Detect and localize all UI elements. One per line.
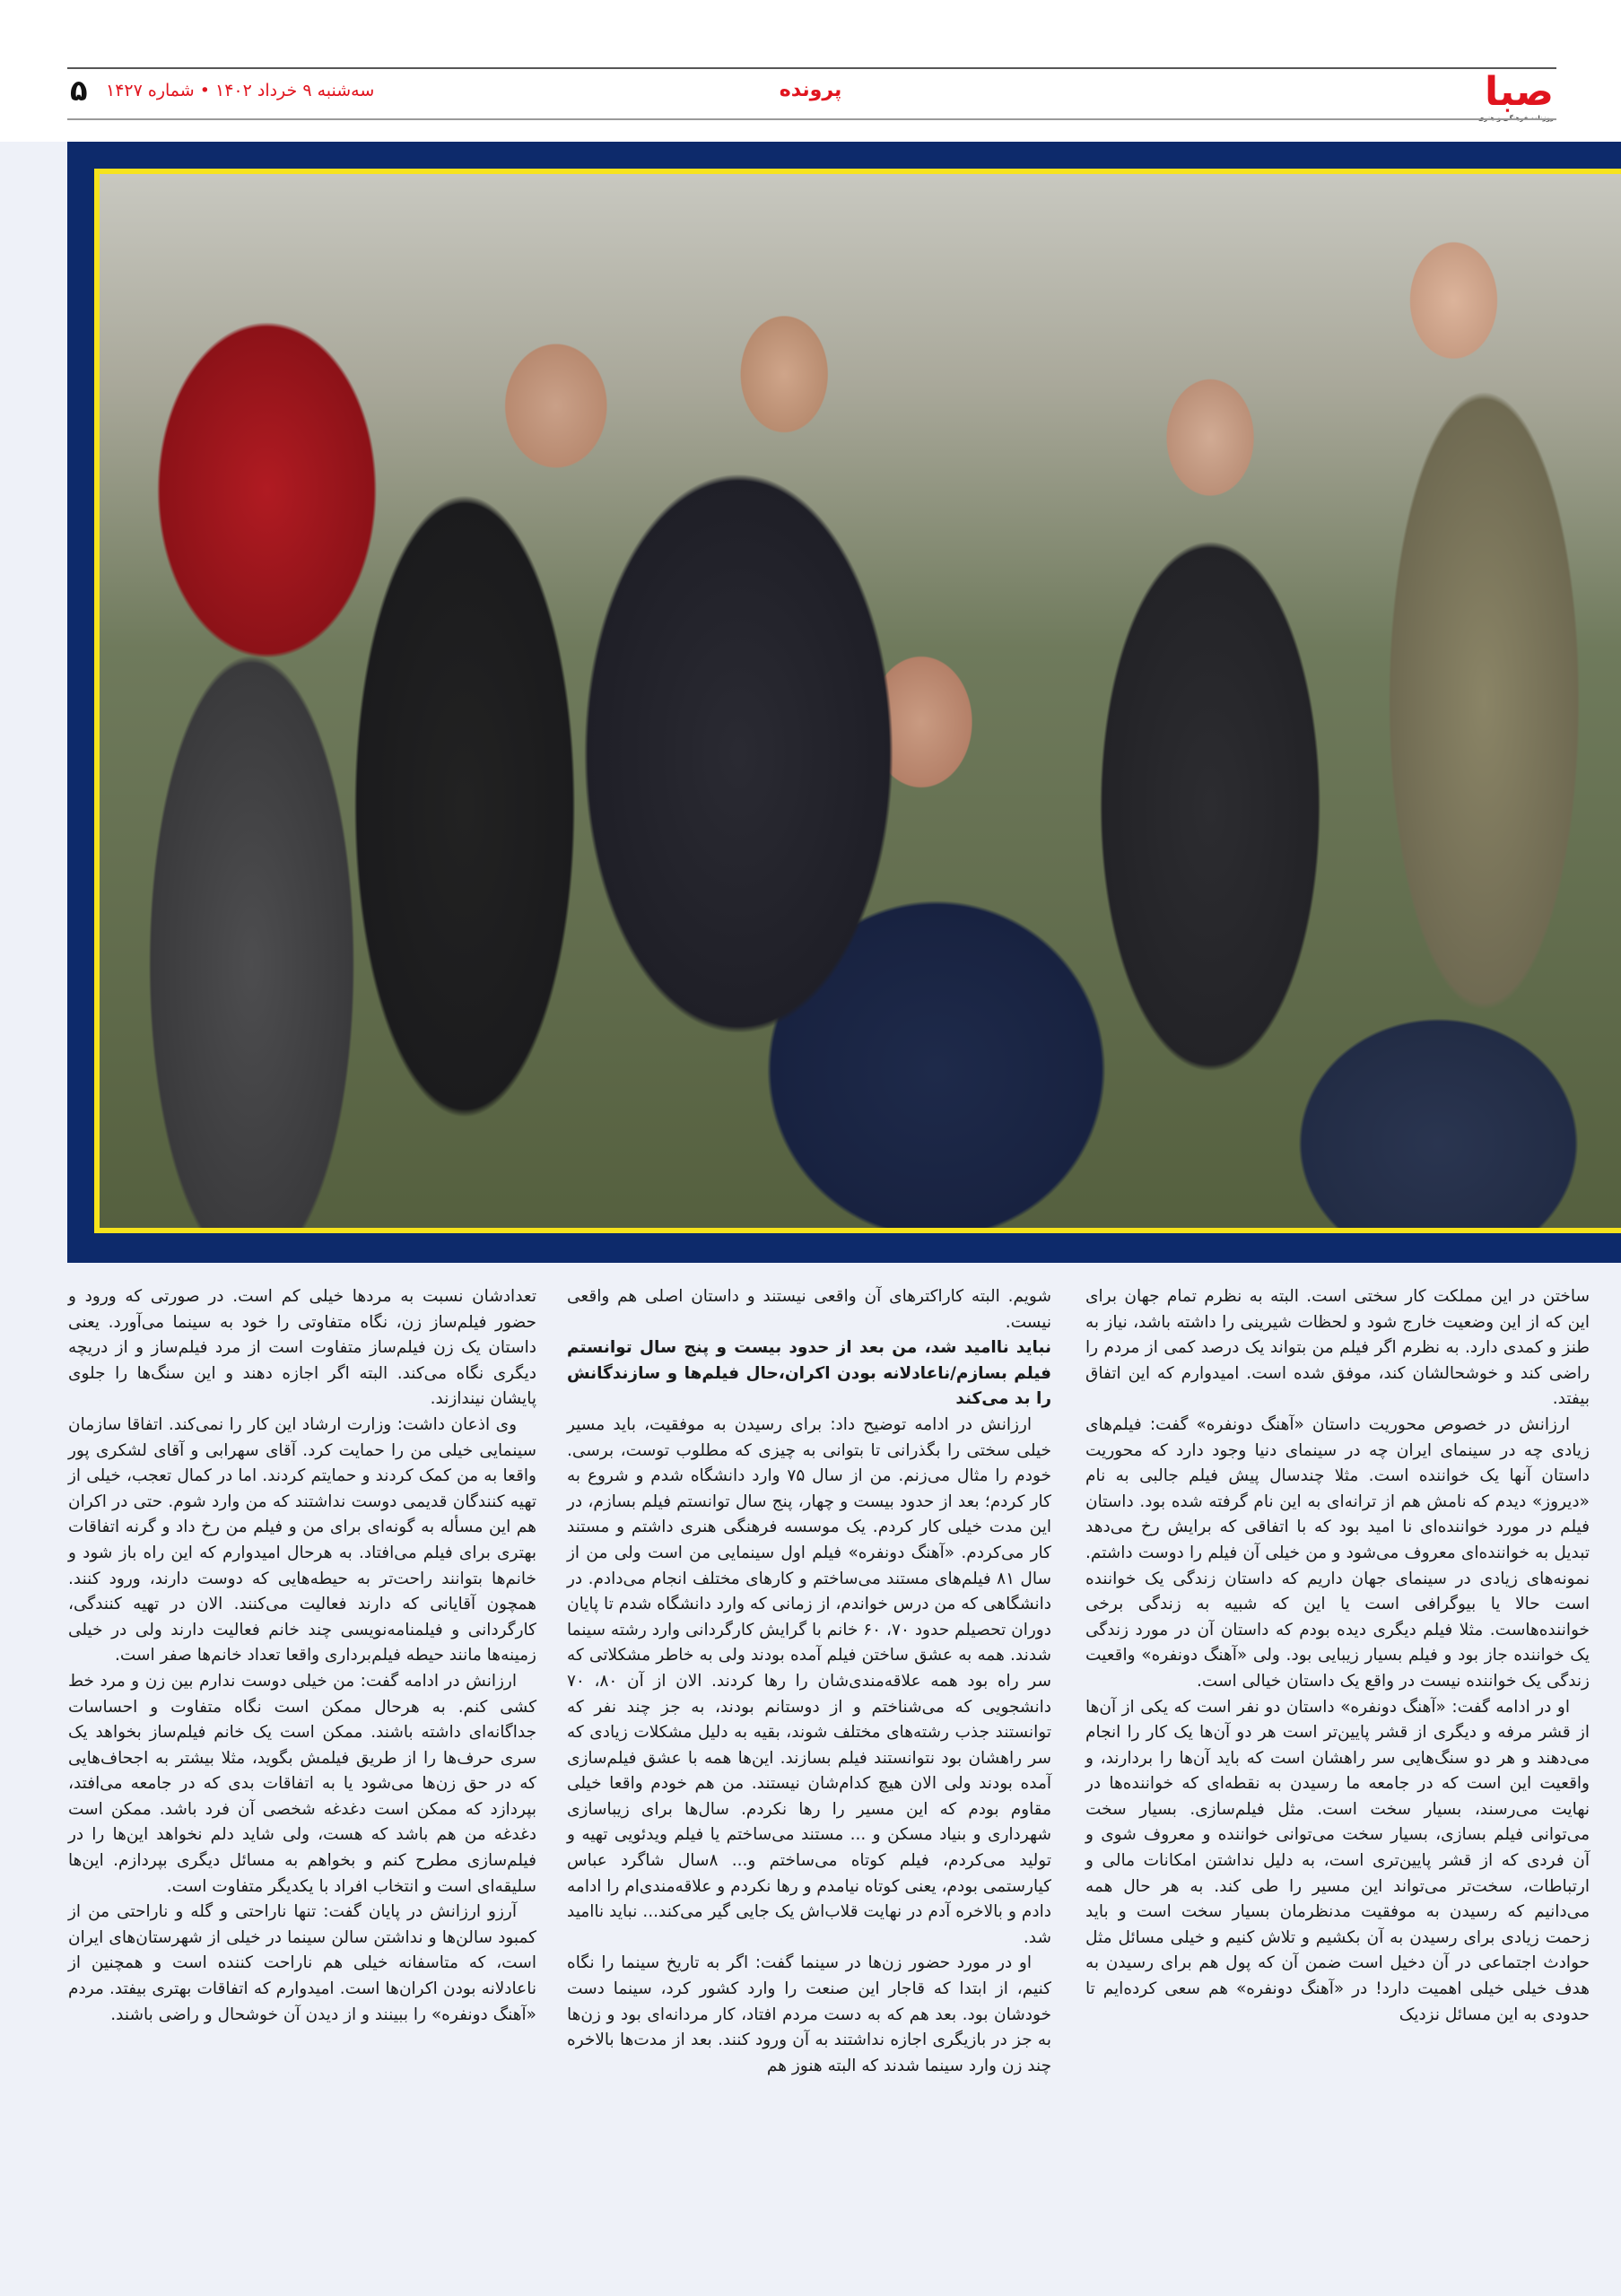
- header-bottom-rule: [67, 118, 1556, 120]
- paragraph: ارزانش در خصوص محوریت داستان «آهنگ دونفره» گفت: فیلم‌های زیادی چه در سینمای ایران چه در سینمای دنیا وجود دارد که محوریت داستان آنها یک خواننده است. مثلا چندسال پیش فیلم جالبی به نام «دیروز» دیدم که نامش هم از ترانه‌ای به این نام گرفته شده بود. داستان فیلم در مورد خواننده‌ای نا امید بود که با اتفاقی که برایش رخ می‌دهد تبدیل به خواننده‌ای معروف می‌شود و من خیلی آن فیلم را دوست داشتم. نمونه‌های زیادی در سینمای جهان داریم که داستان زندگی یک خواننده است حالا یا بیوگرافی است یا این که شبیه به زندگی برخی خواننده‌هاست. مثلا فیلم دیگری دیده بودم که داستان آن در مورد زندگی یک خواننده جاز بود و فیلم بسیار زیبایی بود. ولی «آهنگ دونفره» واقعیت زندگی یک خواننده نیست در واقع یک داستان خیالی است.: [1085, 1414, 1590, 1691]
- paragraph: ارزانش در ادامه توضیح داد: برای رسیدن به موفقیت، باید مسیر خیلی سختی را بگذرانی تا بتوانی به چیزی که مطلوب توست، برسی. خودم را مثال می‌زنم. من از سال ۷۵ وارد دانشگاه شدم و شروع به کار کردم؛ بعد از حدود بیست و چهار، پنج سال توانستم فیلم بسازم، در این مدت خیلی کار کردم. یک موسسه فرهنگی هنری داشتم و مستند کار می‌کردم. «آهنگ دونفره» فیلم اول سینمایی من است ولی من از سال ۸۱ فیلم‌های مستند می‌ساختم و کارهای مختلف انجام می‌دادم. در دانشگاهی که من درس خواندم، از زمانی که وارد دانشگاه شدم تا پایان دوران تحصیلم حدود ۷۰، ۶۰ خانم با گرایش کارگردانی وارد رشته سینما شدند. همه به عشق ساختن فیلم آمده بودند ولی به خاطر مشکلاتی که سر راه بود همه علاقه‌مندی‌شان را رها کردند. الان از آن ۸۰، ۷۰ دانشجویی که می‌شناختم و از دوستانم بودند، به جز چند نفر که توانستند جذب رشته‌های مختلف شوند، بقیه به دلیل مشکلات زیادی که سر راهشان بود نتوانستند فیلم بسازند. این‌ها همه با عشق فیلم‌سازی آمده بودند ولی الان هیچ کدام‌شان نیستند. من هم خودم واقعا خیلی مقاوم بودم که این مسیر را رها نکردم. سال‌ها برای زیباسازی شهرداری و بنیاد مسکن و ... مستند می‌ساختم یا فیلم ویدئویی تهیه و تولید می‌کردم، فیلم کوتاه می‌ساختم و... ۸سال شاگرد عباس کیارستمی بودم، یعنی کوتاه نیامدم و رها نکردم و علاقه‌مندی‌ام را ادامه دادم و بالاخره آدم در نهایت قلاب‌اش یک جایی گیر می‌کند... نباید ناامید شد.: [567, 1414, 1051, 1947]
- paragraph: او در ادامه گفت: «آهنگ دونفره» داستان دو نفر است که یکی از آن‌ها از قشر مرفه و دیگری از قشر پایین‌تر است هر دو آن‌ها یک کار را انجام می‌دهند و هر دو سنگ‌هایی سر راهشان است که باید آن‌ها را بردارند، و واقعیت این است که در جامعه ما رسیدن به نقطه‌ای که خواننده‌ها در نهایت می‌رسند، بسیار سخت است. مثل فیلم‌سازی. بسیار سخت می‌توانی فیلم بسازی، بسیار سخت می‌توانی خواننده و معروف شوی و آن فردی که از قشر پایین‌تری است، به دلیل نداشتن امکانات مالی و ارتباطات، سخت‌تر می‌تواند این مسیر را طی کند. به هر حال همه می‌دانیم که رسیدن به موفقیت مدنظرمان بسیار سخت است و باید زحمت زیادی برای رسیدن به آن بکشیم و تلاش کنیم و خیلی مسائل مثل حوادث اجتماعی در آن دخیل است ضمن آن که پول هم برای رسیدن به هدف خیلی خیلی اهمیت دارد! در «آهنگ دونفره» هم سعی کرده‌ایم تا حدودی به این مسائل نزدیک: [1085, 1697, 1590, 2024]
- film-set-group-photo: [94, 169, 1621, 1233]
- logo-text: صبا: [1485, 69, 1554, 115]
- section-title: پرونده: [779, 79, 842, 101]
- paragraph: وی اذعان داشت: وزارت ارشاد این کار را نمی‌کند. اتفاقا سازمان سینمایی خیلی من را حمایت کرد. آقای سهرابی و آقای لشکری پور واقعا به من کمک کردند و حمایتم کردند. اما در کمال تعجب، خیلی از تهیه کنندگان قدیمی دوست نداشتند که من وارد شوم. حتی در اکران هم این مسأله به گونه‌ای برای من و فیلم من رخ داد و گرنه اتفاقات بهتری برای فیلم می‌افتاد. به هرحال امیدوارم که این راه باز شود و خانم‌ها بتوانند راحت‌تر به حیطه‌هایی که دوست دارند، ورود کنند. همچون آقایانی که دارند فعالیت می‌کنند. الان در تهیه کنندگی، کارگردانی و فیلمنامه‌نویسی چند خانم فعالیت دارند ولی در خیلی زمینه‌ها مانند حیطه فیلم‌برداری واقعا تعداد خانم‌ها صفر است.: [68, 1414, 536, 1665]
- article-column-2: [567, 1284, 1051, 2079]
- photo-frame: [67, 142, 1621, 1263]
- article-column-3: [68, 1284, 536, 2028]
- paragraph: ارزانش در ادامه گفت: من خیلی دوست ندارم بین زن و مرد خط کشی کنم. به هرحال ممکن است نگاه متفاوت و احساسات جداگانه‌ای داشته باشند. ممکن است یک خانم فیلم‌ساز بخواهد یک سری حرف‌ها را از طریق فیلمش بگوید، مثلا بیشتر به اجحاف‌هایی که در حق زن‌ها می‌شود یا به اتفاقات بدی که در جامعه می‌افتد، بپردازد که ممکن است دغدغه شخصی آن فرد باشد. ممکن است دغدغه من هم باشد که هست، ولی شاید دلم نخواهد این‌ها را در فیلم‌سازی مطرح کنم و بخواهم به مسائل دیگری بپردازم. این‌ها سلیقه‌ای است و انتخاب افراد با یکدیگر متفاوت است.: [68, 1671, 536, 1896]
- paragraph: آرزو ارزانش در پایان گفت: تنها ناراحتی و گله و ناراحتی من از کمبود سالن‌ها و نداشتن سالن سینما در خیلی از شهرستان‌های ایران است، که متاسفانه خیلی هم ناراحت کننده است و همچنین از ناعادلانه بودن اکران‌ها است. امیدوارم که اتفاقات بهتری بیفتد. مردم «آهنگ دونفره» را ببینند و از دیدن آن خوشحال و راضی باشند.: [68, 1902, 536, 2024]
- issue-date-line: سه‌شنبه ۹ خرداد ۱۴۰۲ • شماره ۱۴۲۷: [106, 81, 375, 100]
- page-number: ۵: [70, 74, 88, 108]
- paragraph: ساختن در این مملکت کار سختی است. البته به نظرم تمام جهان برای این که از این وضعیت خارج شود و لحظات شیرینی را داشته باشد، نیاز به طنز و کمدی دارد. به نظرم اگر فیلم من بتواند یک درصد کمی از مردم را راضی کند و خوشحالشان کند، موفق شده است. امیدوارم که این اتفاق بیفتد.: [1085, 1287, 1590, 1409]
- article-column-1: [1085, 1284, 1590, 2028]
- header-top-rule: [67, 67, 1556, 69]
- subheading: نباید ناامید شد، من بعد از حدود بیست و پنج سال توانستم فیلم بسازم/ناعادلانه بودن اکران،حال فیلم‌ها و سازندگانش را بد می‌کند: [567, 1338, 1051, 1409]
- page-header: [0, 0, 1621, 142]
- paragraph: او در مورد حضور زن‌ها در سینما گفت: اگر به تاریخ سینما را نگاه کنیم، از ابتدا که قاجار این صنعت را وارد کشور کرد، سینما دست خودشان بود. بعد هم که به دست مردم افتاد، کار مردانه‌ای بود و زن‌ها به جز در بازیگری اجازه نداشتند به آن ورود کنند. بعد از مدت‌ها بالاخره چند زن وارد سینما شدند که البته هنوز هم: [567, 1953, 1051, 2075]
- paragraph: تعدادشان نسبت به مردها خیلی کم است. در صورتی که ورود و حضور فیلم‌ساز زن، نگاه متفاوتی را خود به سینما می‌آورد. یعنی داستان یک زن فیلم‌ساز متفاوت است از مرد فیلم‌ساز و از دریچه دیگری نگاه می‌کند. البته اگر اجازه دهند و این سنگ‌ها را جلوی پایشان نیندازند.: [68, 1287, 536, 1409]
- paragraph: شویم. البته کاراکترهای آن واقعی نیستند و داستان اصلی هم واقعی نیست.: [567, 1287, 1051, 1332]
